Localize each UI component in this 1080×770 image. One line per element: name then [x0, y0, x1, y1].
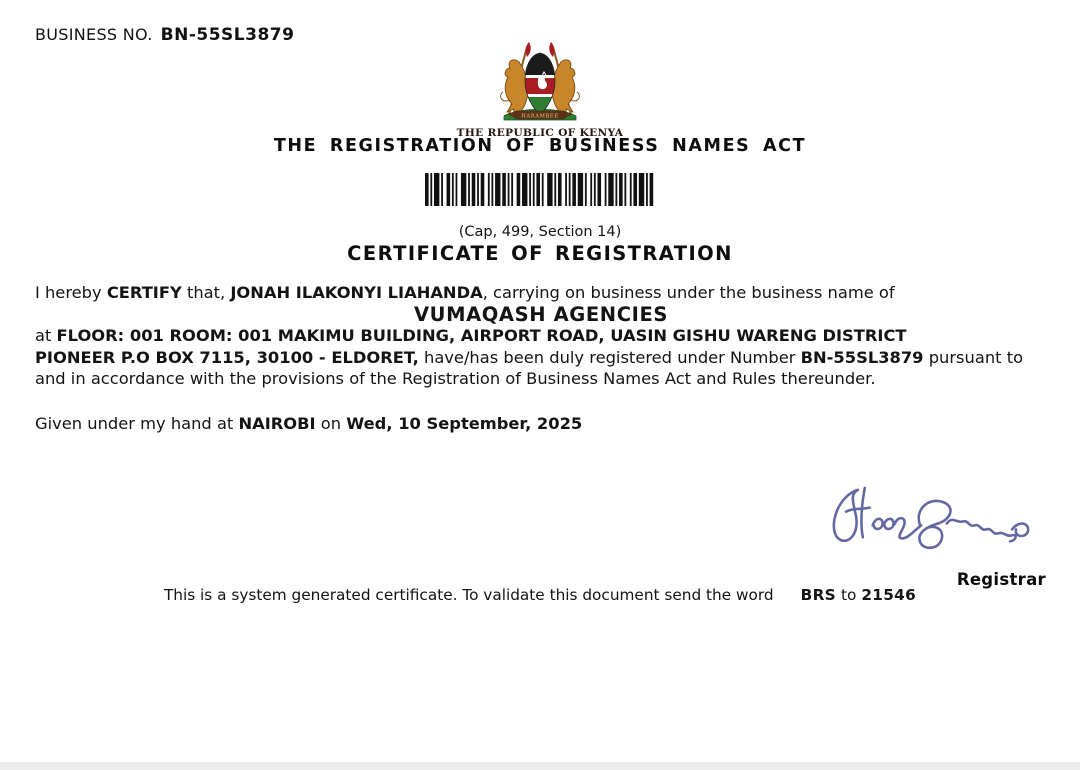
cap-section-line: (Cap, 499, Section 14) [458, 224, 622, 240]
business-number-value: BN-55SL3879 [160, 25, 295, 45]
to-word: to [840, 586, 857, 604]
page-bottom-strip [0, 762, 1080, 770]
on-word: on [315, 414, 347, 433]
business-number-label: BUSINESS NO. [35, 25, 153, 44]
coat-of-arms-icon [485, 42, 595, 122]
address-line-2: PIONEER P.O BOX 7115, 30100 - ELDORET, [35, 347, 419, 367]
given-line [35, 414, 582, 433]
validation-line [0, 586, 1080, 604]
republic-caption: THE REPUBLIC OF KENYA [456, 127, 624, 139]
signature-block [806, 478, 1046, 589]
intro-text: I hereby [35, 283, 107, 302]
registration-number: BN-55SL3879 [800, 347, 924, 367]
owner-name: JONAH ILAKONYI LIAHANDA [230, 283, 483, 302]
given-text: Given under my hand at [35, 414, 239, 433]
certify-line [35, 282, 1047, 304]
pursuant-text: pursuant to and in accordance with the provisions of the Registration of Business Names Act and Rules thereunder. [35, 347, 1024, 388]
sms-shortcode: 21546 [861, 586, 917, 604]
business-name: VUMAQASH AGENCIES [413, 302, 669, 326]
registrar-signature [818, 478, 1046, 562]
certificate-title: CERTIFICATE OF REGISTRATION [347, 242, 733, 265]
certificate-body [35, 282, 1047, 390]
certify-word: CERTIFY [106, 283, 182, 302]
registrar-title: Registrar [956, 570, 1046, 589]
registered-text: have/has been duly registered under Number [418, 347, 801, 367]
issue-date: Wed, 10 September, 2025 [346, 414, 583, 433]
sms-keyword: BRS [800, 586, 836, 604]
issue-place: NAIROBI [238, 414, 316, 433]
act-title: THE REGISTRATION OF BUSINESS NAMES ACT [273, 136, 807, 156]
address-line-1: FLOOR: 001 ROOM: 001 MAKIMU BUILDING, AIRPORT ROAD, UASIN GISHU WARENG DISTRICT [56, 326, 907, 345]
barcode [425, 173, 655, 206]
carrying-text: , carrying on business under the business name of [482, 283, 895, 302]
validation-text: This is a system generated certificate. To validate this document send the word [163, 586, 774, 604]
at-word: at [35, 326, 57, 345]
harambee-banner-text: HARAMBEE [521, 113, 559, 120]
address-registration-paragraph [35, 325, 1047, 390]
business-number-line [35, 25, 294, 45]
that-text: that, [181, 283, 231, 302]
kenya-coat-of-arms [450, 42, 630, 139]
